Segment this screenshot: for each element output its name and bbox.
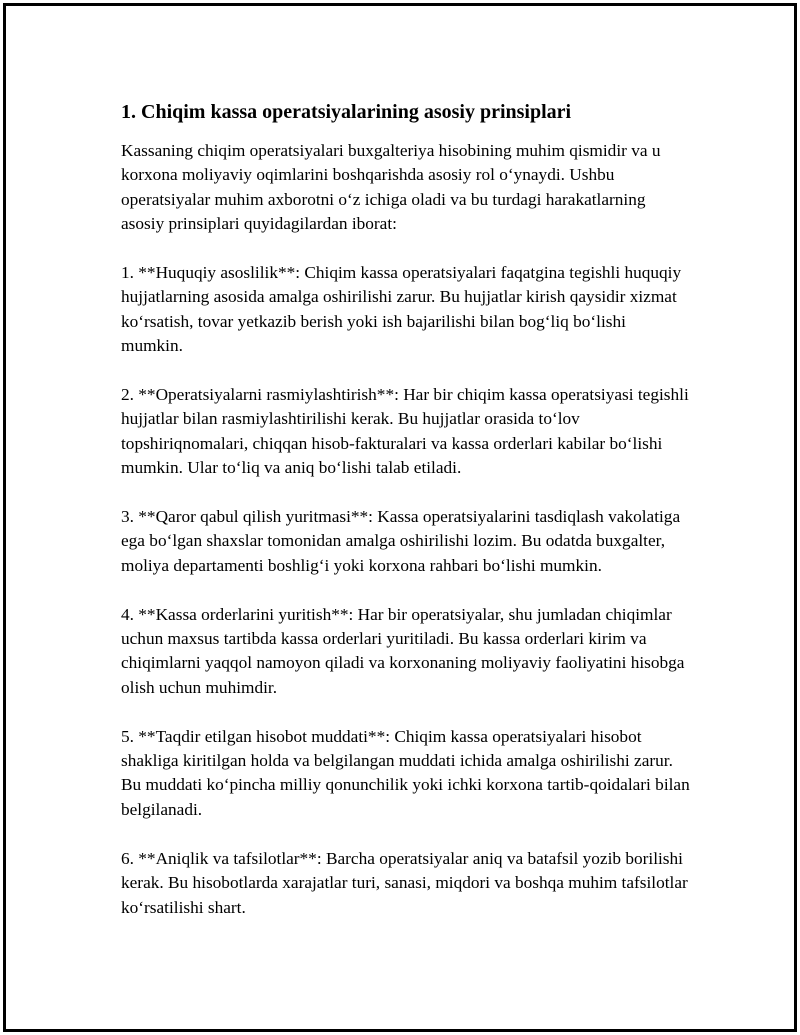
section-heading: 1. Chiqim kassa operatsiyalarining asosiy prinsiplari (121, 101, 572, 123)
document-body (121, 99, 691, 920)
page-border (3, 3, 797, 1032)
principle-6-paragraph: 6. **Aniqlik va tafsilotlar**: Barcha operatsiyalar aniq va batafsil yozib borilishi kerak. Bu hisobotlarda xarajatlar turi, sanasi, miqdori va boshqa muhim tafsilotlar ko‘rsatilishi shart. (121, 848, 688, 917)
intro-paragraph: Kassaning chiqim operatsiyalari buxgalteriya hisobining muhim qismidir va u korxona moliyaviy oqimlarini boshqarishda asosiy rol o‘ynaydi. Ushbu operatsiyalar muhim axborotni o‘z ichiga oladi va bu turdagi harakatlarning asosiy prinsiplari quyidagilardan iborat: (121, 141, 661, 234)
principle-3-paragraph: 3. **Qaror qabul qilish yuritmasi**: Kassa operatsiyalarini tasdiqlash vakolatiga ega bo‘lgan shaxslar tomonidan amalga oshirilishi lozim. Bu odatda buxgalter, moliya departamenti boshlig‘i yoki korxona rahbari bo‘lishi mumkin. (121, 507, 681, 575)
principle-4-paragraph: 4. **Kassa orderlarini yuritish**: Har bir operatsiyalar, shu jumladan chiqimlar uchun maxsus tartibda kassa orderlari yuritiladi. Bu kassa orderlari kirim va chiqimlarni yaqqol namoyon qiladi va korxonaning moliyaviy faoliyatini hisobga olish uchun muhimdir. (121, 604, 685, 697)
principle-5-paragraph: 5. **Taqdir etilgan hisobot muddati**: Chiqim kassa operatsiyalari hisobot shakliga kiritilgan holda va belgilangan muddati ichida amalga oshirilishi zarur. Bu muddati ko‘pincha milliy qonunchilik yoki ichki korxona tartib-qoidalari bilan belgilanadi. (121, 726, 690, 819)
principle-2-paragraph: 2. **Operatsiyalarni rasmiylashtirish**: Har bir chiqim kassa operatsiyasi tegishli hujjatlar bilan rasmiylashtirilishi kerak. Bu hujjatlar orasida to‘lov topshiriqnomalari, chiqqan hisob-fakturalari va kassa orderlari kabilar bo‘lishi mumkin. Ular to‘liq va aniq bo‘lishi talab etiladi. (121, 385, 689, 478)
principle-1-paragraph: 1. **Huquqiy asoslilik**: Chiqim kassa operatsiyalari faqatgina tegishli huquqiy hujjatlarning asosida amalga oshirilishi zarur. Bu hujjatlar kirish qaysidir xizmat ko‘rsatish, tovar yetkazib berish yoki ish bajarilishi bilan bog‘liq bo‘lishi mumkin. (121, 263, 682, 356)
